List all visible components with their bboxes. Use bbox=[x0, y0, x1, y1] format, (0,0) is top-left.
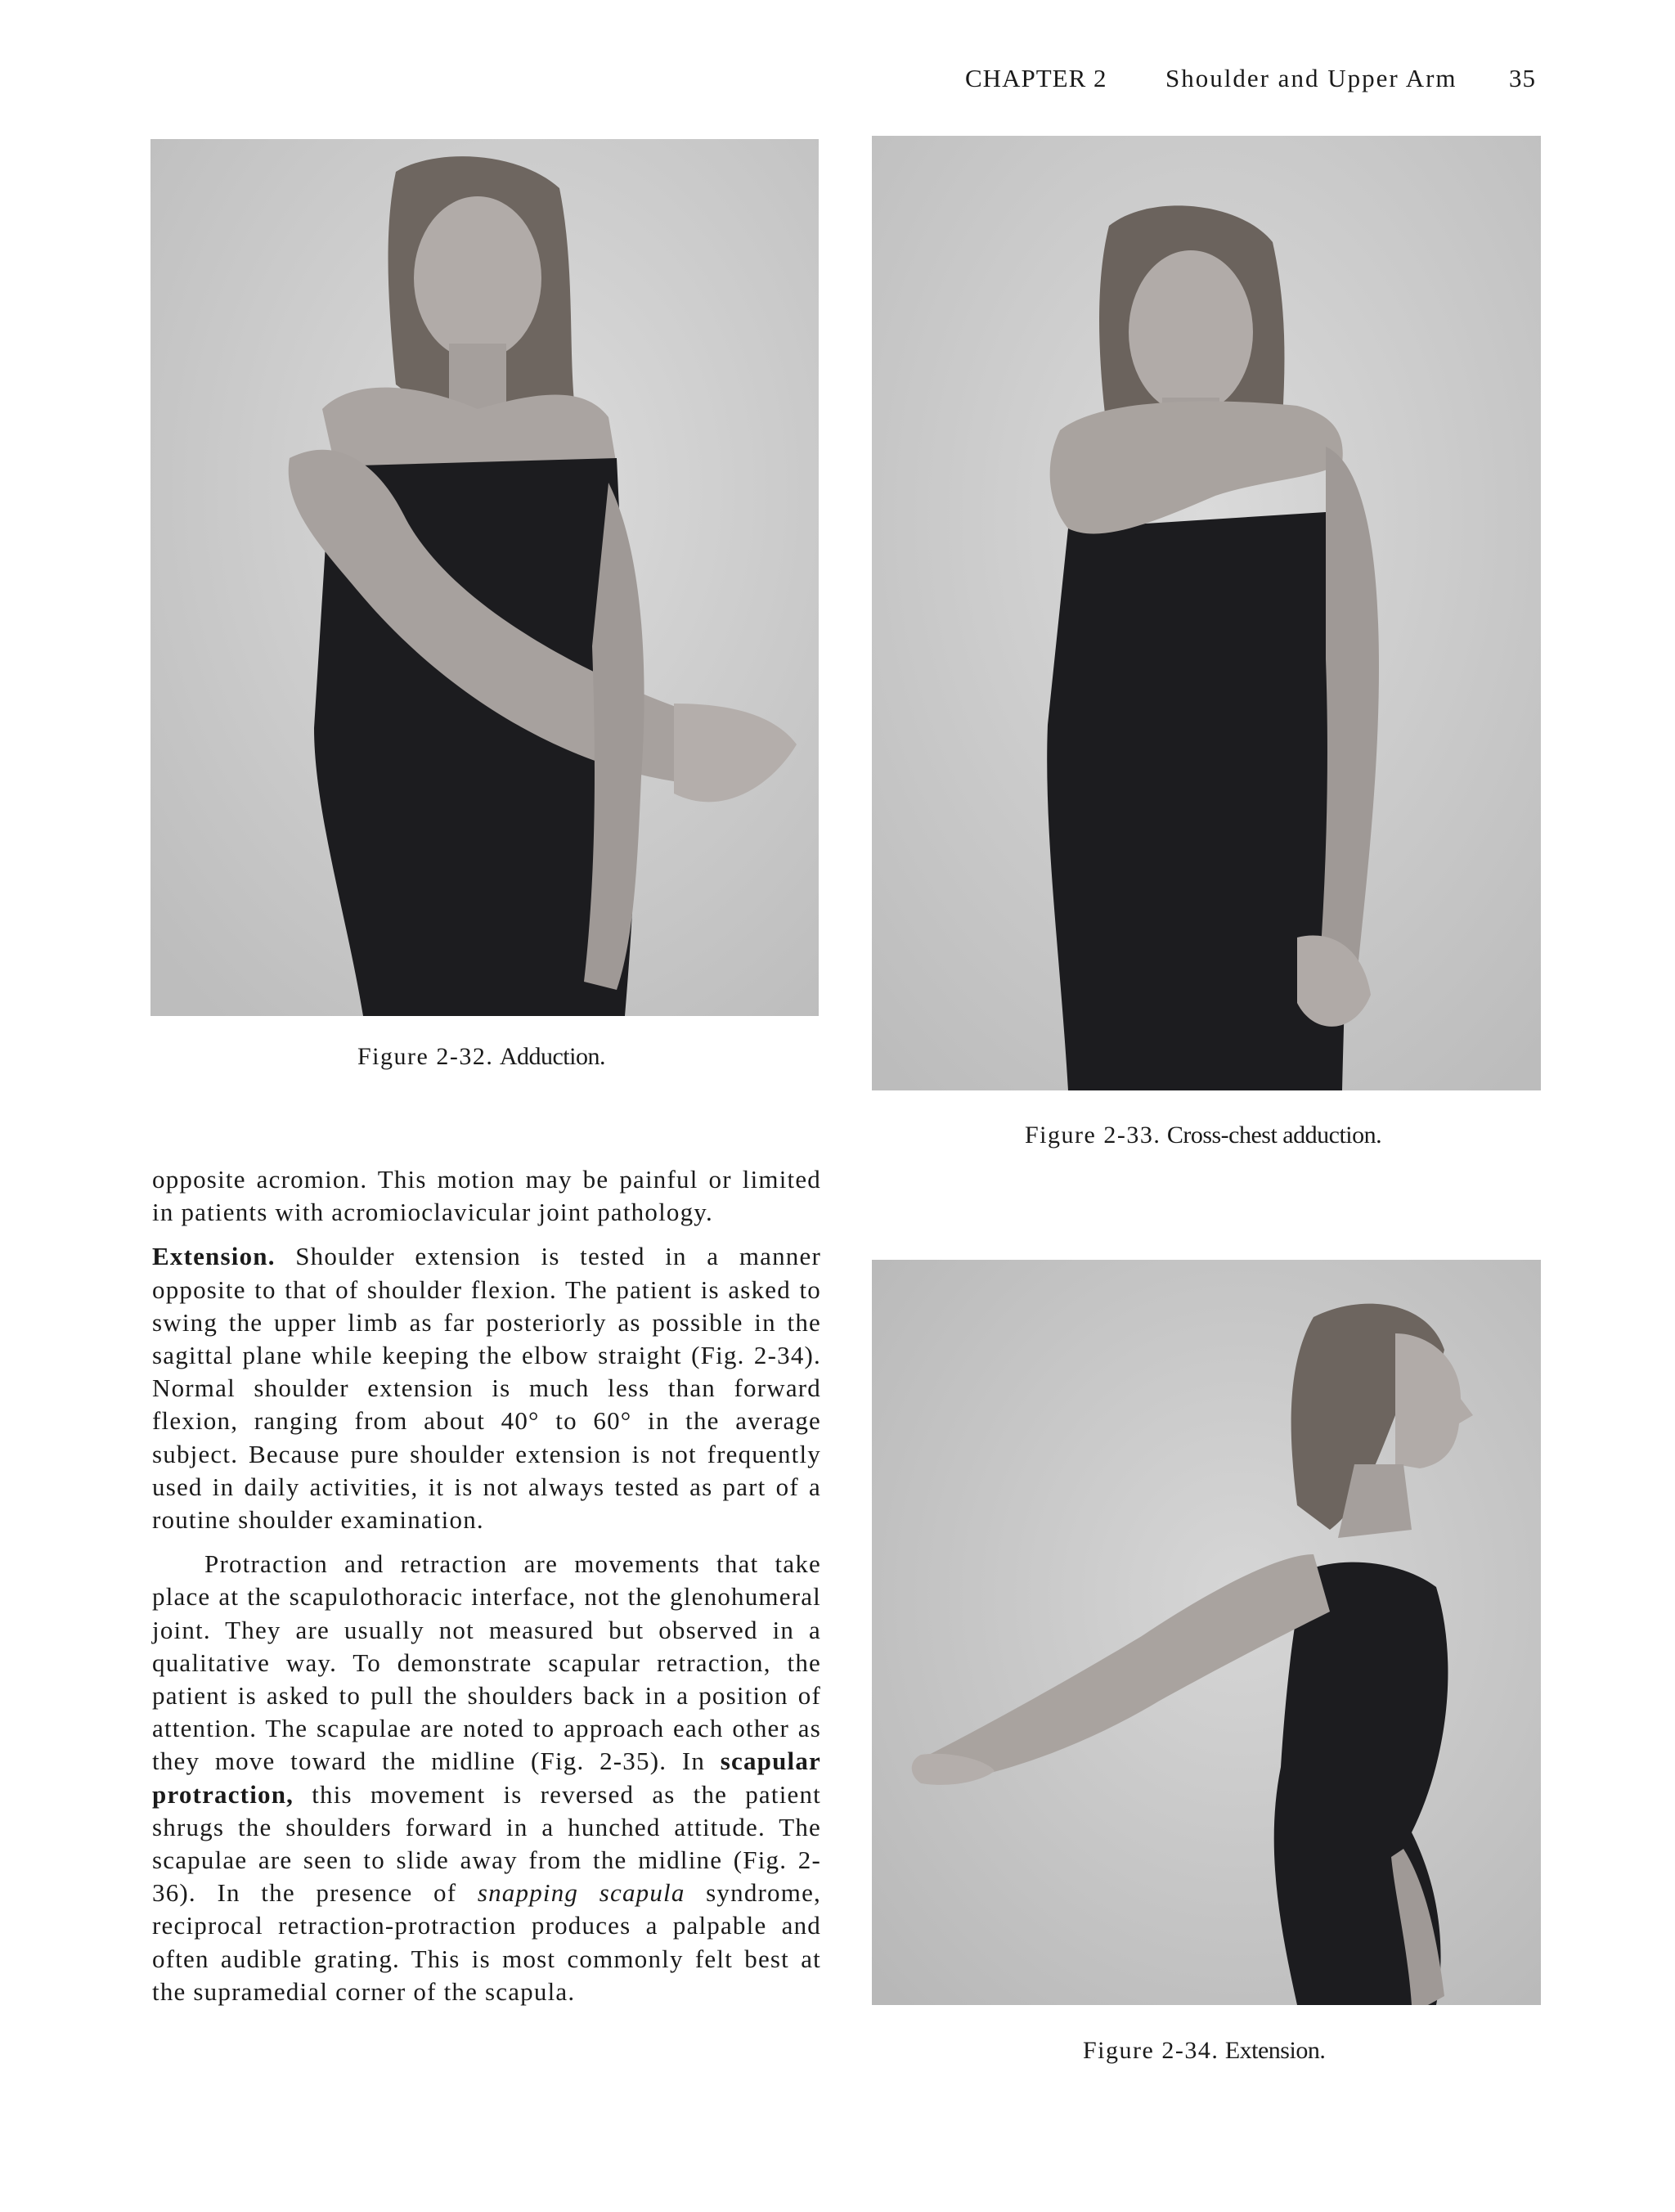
paragraph-text: Protraction and retraction are movements that take place at the scapulothoracic interface, not the glenohumeral joint. They are usually not measured but observed in a qualitative way. To demonstrate scapular retraction, the patient is asked to pull the shoulders back in a position of attention. The scapulae are noted to approach each other as they move toward the midline (Fig. 2-35). In bbox=[152, 1549, 821, 1776]
figure-2-32-photo bbox=[150, 139, 819, 1016]
paragraph-text: opposite acromion. This motion may be painful or limited in patients with acromioclavicular joint pathology. bbox=[152, 1165, 821, 1227]
figure-2-32-caption bbox=[357, 1043, 605, 1071]
cross-chest-adduction-photo-illustration bbox=[872, 136, 1541, 1090]
figure-caption-text: Cross-chest adduction. bbox=[1166, 1122, 1382, 1149]
term-snapping-scapula: snapping scapula bbox=[477, 1878, 685, 1908]
running-header bbox=[965, 64, 1538, 97]
figure-label: Figure 2-34. bbox=[1083, 2037, 1219, 2064]
figure-2-34-photo bbox=[872, 1260, 1541, 2005]
adduction-photo-illustration bbox=[150, 139, 819, 1016]
paragraph-extension bbox=[152, 1240, 821, 1536]
term-scapular-protraction: scapular protraction, bbox=[152, 1747, 821, 1809]
page-number: 35 bbox=[1509, 64, 1536, 92]
figure-2-33-caption bbox=[1025, 1122, 1381, 1149]
paragraph-text: syndrome, reciprocal retraction-protraction produces a palpable and often audible grating. This is most commonly felt best at the supramedial corner of the scapula. bbox=[152, 1878, 821, 2006]
figure-caption-text: Adduction. bbox=[499, 1043, 605, 1070]
body-text-column bbox=[152, 1163, 821, 2008]
paragraph-protraction-retraction bbox=[152, 1548, 821, 2008]
figure-2-33-photo bbox=[872, 136, 1541, 1090]
paragraph-text: this movement is reversed as the patient shrugs the shoulders forward in a hunched attitude. The scapulae are seen to slide away from the midline (Fig. 2-36). In the presence of bbox=[152, 1779, 821, 1908]
extension-photo-illustration bbox=[872, 1260, 1541, 2005]
paragraph-text: Shoulder extension is tested in a manner opposite to that of shoulder flexion. The patient is asked to swing the upper limb as far posteriorly as possible in the sagittal plane while keeping the elbow straight (Fig. 2-34). Normal shoulder extension is much less than forward flexion, ranging from about 40° to 60° in the average subject. Because pure shoulder extension is not frequently used in daily activities, it is not always tested as part of a routine shoulder examination. bbox=[152, 1242, 821, 1535]
figure-2-34-caption bbox=[1083, 2037, 1325, 2065]
figure-label: Figure 2-33. bbox=[1025, 1122, 1161, 1149]
chapter-label: CHAPTER 2 bbox=[965, 64, 1107, 92]
paragraph-continuation bbox=[152, 1163, 821, 1229]
figure-caption-text: Extension. bbox=[1224, 2037, 1326, 2064]
chapter-title: Shoulder and Upper Arm bbox=[1165, 64, 1457, 92]
term-extension: Extension. bbox=[152, 1242, 276, 1271]
figure-label: Figure 2-32. bbox=[357, 1043, 494, 1070]
